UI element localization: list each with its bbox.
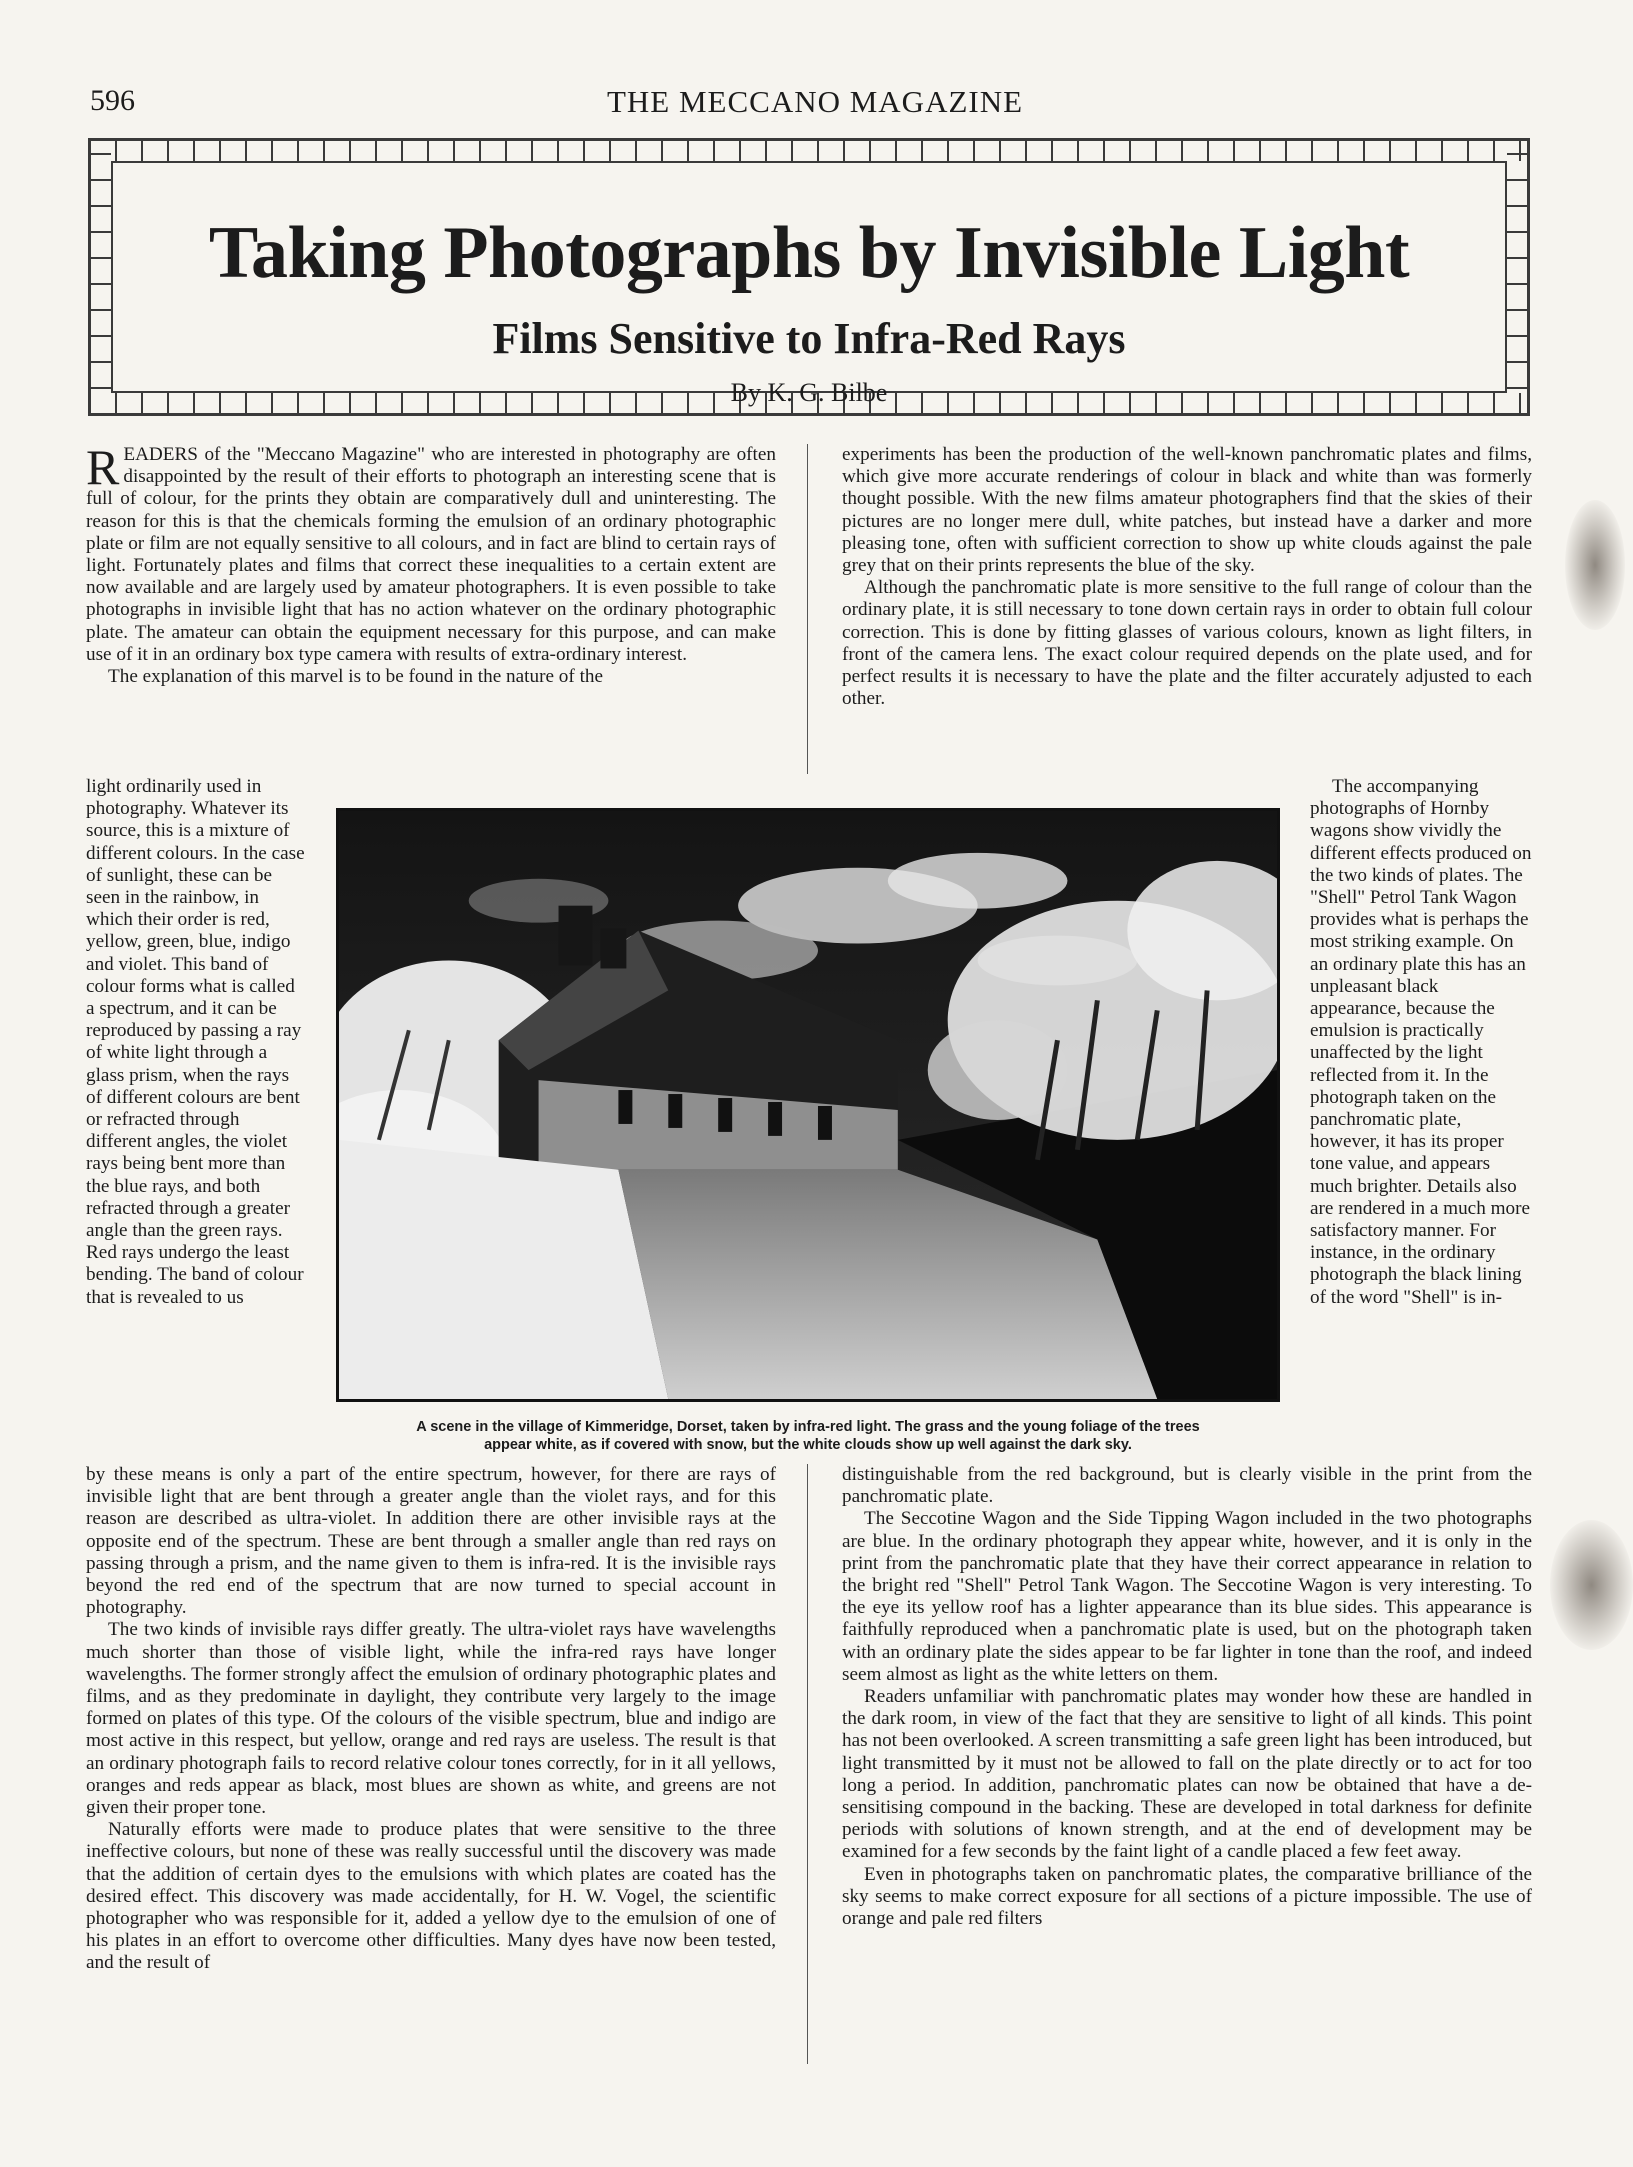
photo-image bbox=[339, 811, 1277, 1399]
caption-line: appear white, as if covered with snow, but the white clouds show up well against the dark sky. bbox=[484, 1437, 1132, 1453]
paragraph: The two kinds of invisible rays differ greatly. The ultra-violet rays have wavelengths much shorter than those of visible light, while the infra-red rays have longer wavelengths. The former strongly affect the emulsion of ordinary photographic plates and films, and as they predominate in daylight, they contribute very largely to the image formed on plates of this type. Of the colours of the visible spectrum, blue and indigo are most active in this respect, but yellow, orange and red rays are useless. The result is that an ordinary photograph fails to record relative colour tones correctly, for in it all yellows, oranges and reds appear as black, most blues are shown as white, and greens are not given their proper tone. bbox=[86, 1619, 776, 1819]
paragraph: Readers unfamiliar with panchromatic plates may wonder how these are handled in the dark room, in view of the fact that they are sensitive to light of all kinds. This point has not been overlooked. A screen transmitting a safe green light has been introduced, but light transmitted by it must not be allowed to fall on the plate directly or to act for too long a period. In addition, panchromatic plates can now be obtained that have a de-sensitising compound in the backing. These are developed in total darkness for definite periods with solutions of known strength, and at the end of development may be examined for a few seconds by the faint light of a candle placed a few feet away. bbox=[842, 1686, 1532, 1863]
drop-cap: R bbox=[86, 444, 120, 495]
column-rule bbox=[807, 444, 808, 774]
paragraph: The Seccotine Wagon and the Side Tipping Wagon included in the two photographs are blue. In the ordinary photograph they appear white, however, and it is only in the print from the panchromatic plate that they have their correct appearance in relation to the bright red "Shell" Petrol Tank Wagon. The Seccotine Wagon is very interesting. To the eye its yellow roof has a lighter appearance than its blue sides. This appearance is faithfully reproduced when a panchromatic plate is used, but on the photograph taken with an ordinary plate the sides appear to be far lighter in tone than the roof, and indeed seem almost as light as the white letters on them. bbox=[842, 1508, 1532, 1685]
column-left-narrow bbox=[86, 776, 308, 1466]
title-box bbox=[111, 161, 1507, 407]
title-frame bbox=[88, 138, 1530, 416]
article-title: Taking Photographs by Invisible Light bbox=[208, 212, 1410, 294]
paragraph: Even in photographs taken on panchromatic plates, the comparative brilliance of the sky seems to make correct exposure for all sections of a picture impossible. The use of orange and pale red filters bbox=[842, 1863, 1532, 1930]
paragraph: The explanation of this marvel is to be found in the nature of the bbox=[108, 666, 604, 688]
paragraph: Although the panchromatic plate is more sensitive to the full range of colour than the ordinary plate, it is still necessary to tone down certain rays in order to obtain full colour correction. This is done by fitting glasses of various colours, known as light filters, in front of the camera lens. The exact colour required depends on the plate used, and for perfect results it is necessary to have the plate and the filter accurately adjusted to each other. bbox=[842, 577, 1532, 710]
column-left-top bbox=[86, 444, 776, 774]
paper-stain bbox=[1565, 500, 1625, 630]
paragraph: distinguishable from the red background, but is clearly visible in the print from the panchromatic plate. bbox=[842, 1464, 1532, 1508]
intro-paragraph bbox=[86, 444, 776, 666]
paragraph: Naturally efforts were made to produce plates that were sensitive to the three ineffective colours, but none of these was really successful until the discovery was made that the addition of certain dyes to the emulsions with which plates are coated has the desired effect. This discovery was made accidentally, for H. W. Vogel, the scientific photographer who was responsible for it, added a yellow dye to the emulsion of one of his plates in an effort to overcome other difficulties. Many dyes have now been tested, and the result of bbox=[86, 1819, 776, 1974]
column-right-top bbox=[842, 444, 1532, 774]
column-left-bottom bbox=[86, 1464, 776, 2064]
column-rule bbox=[807, 1464, 808, 2064]
paragraph: by these means is only a part of the entire spectrum, however, for there are rays of invisible light that are bent through a greater angle than the violet rays, and for this reason are described as ultra-violet. In addition there are other invisible rays at the opposite end of the spectrum. These are bent through a smaller angle than red rays on passing through a prism, and the name given to them is infra-red. It is the invisible rays beyond the red end of the spectrum that are now turned to special account in photography. bbox=[86, 1464, 776, 1619]
article-byline: By K. G. Bilbe bbox=[730, 378, 888, 407]
paragraph: light ordinarily used in photography. Whatever its source, this is a mixture of different colours. In the case of sunlight, these can be seen in the rainbow, in which their order is red, yellow, green, blue, indigo and violet. This band of colour forms what is called a spectrum, and it can be reproduced by passing a ray of white light through a glass prism, when the rays of different colours are bent or refracted through different angles, the violet rays being bent more than the blue rays, and both refracted through a greater angle than the green rays. Red rays undergo the least bending. The band of colour that is revealed to us bbox=[86, 776, 305, 1308]
article-subtitle: Films Sensitive to Infra-Red Rays bbox=[492, 314, 1126, 363]
magazine-name: THE MECCANO MAGAZINE bbox=[606, 84, 1024, 119]
column-right-narrow bbox=[1310, 776, 1532, 1489]
paper-stain bbox=[1550, 1520, 1633, 1650]
page-header bbox=[90, 84, 1540, 134]
paragraph: The accompanying photographs of Hornby wagons show vividly the different effects produced on the two kinds of plates. The "Shell" Petrol Tank Wagon provides what is perhaps the most striking example. On an ordinary plate this has an unpleasant black appearance, because the emulsion is practically unaffected by the light reflected from it. In the photograph taken on the panchromatic plate, however, it has its proper tone value, and appears much brighter. Details also are rendered in a much more satisfactory manner. For instance, in the ordinary photograph the black lining of the word "Shell" is in- bbox=[1310, 776, 1532, 1308]
intro-text: EADERS of the "Meccano Magazine" who are interested in photography are often disappointed by the result of their efforts to photograph an interesting scene that is full of colour, for the prints they obtain are comparatively dull and uninteresting. The reason for this is that the chemicals forming the emulsion of an ordinary photographic plate or film are not equally sensitive to all colours, and in fact are blind to certain rays of light. Fortunately plates and films that correct these inequalities to a certain extent are now available and are largely used by amateur photographers. It is even possible to take photographs in invisible light that has no action whatever on the ordinary photographic plate. The amateur can obtain the equipment necessary for this purpose, and can make use of it in an ordinary box type camera with results of extra-ordinary interest. bbox=[86, 444, 776, 665]
paragraph: experiments has been the production of the well-known panchromatic plates and films, which give more accurate renderings of colour in black and white than was formerly thought possible. With the new films amateur photographers find that the skies of their pictures are no longer mere dull, white patches, but instead have a darker and more pleasing tone, often with sufficient correction to show up white clouds against the pale grey that on their prints represents the blue of the sky. bbox=[842, 444, 1532, 577]
kimmeridge-photo bbox=[336, 808, 1280, 1402]
column-right-bottom bbox=[842, 1464, 1532, 2064]
caption-line: A scene in the village of Kimmeridge, Dorset, taken by infra-red light. The grass and the young foliage of the trees bbox=[416, 1419, 1200, 1435]
photo-caption bbox=[328, 1418, 1288, 1454]
page-number: 596 bbox=[90, 84, 135, 117]
